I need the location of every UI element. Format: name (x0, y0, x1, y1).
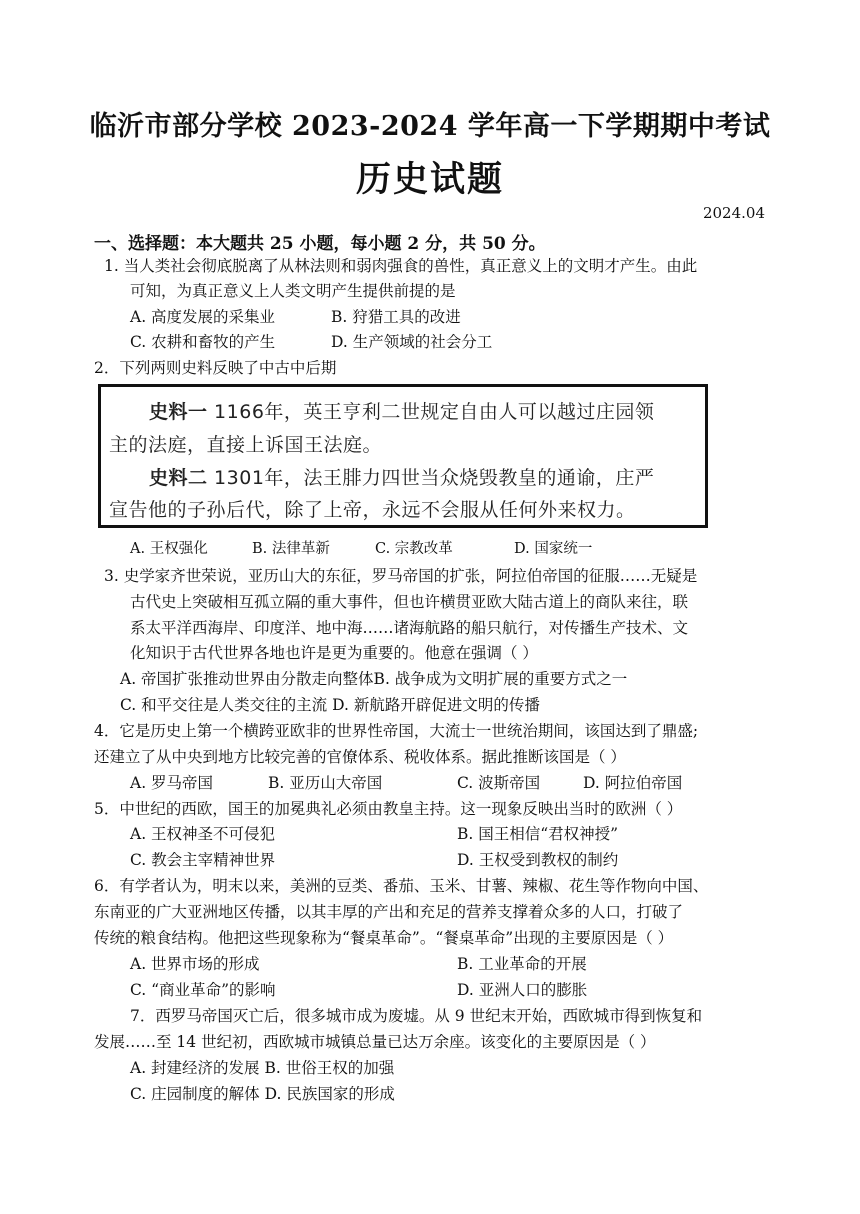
material-2-line-2: 宣告他的子孙后代，除了上帝，永远不会服从任何外来权力。 (109, 499, 636, 521)
material-2-text: 1301年，法王腓力四世当众烧毁教皇的通谕，庄严 (207, 467, 655, 489)
q7-stem-line-2: 发展……至 14 世纪初，西欧城市城镇总量已达万余座。该变化的主要原因是（ ） (94, 1033, 656, 1051)
q1-stem-line-2: 可知，为真正意义上人类文明产生提供前提的是 (130, 282, 456, 300)
q1-option-d: D. 生产领域的社会分工 (331, 333, 493, 351)
q6-stem-line-2: 东南亚的广大亚洲地区传播，以其丰厚的产出和充足的营养支撑着众多的人口，打破了 (94, 903, 684, 921)
q5-stem: 5．中世纪的西欧，国王的加冕典礼必须由教皇主持。这一现象反映出当时的欧洲（ ） (94, 800, 683, 818)
q2-option-a: A. 王权强化 (130, 541, 208, 557)
q3-stem-line-3: 系太平洋西海岸、印度洋、地中海……诸海航路的船只航行，对传播生产技术、文 (130, 619, 689, 637)
q3-stem-line-2: 古代史上突破相互孤立隔的重大事件，但也许横贯亚欧大陆古道上的商队来往，联 (130, 593, 689, 611)
q4-stem-line-2: 还建立了从中央到地方比较完善的官僚体系、税收体系。据此推断该国是（ ） (94, 748, 626, 766)
exam-title: 临沂市部分学校 2023-2024 学年高一下学期期中考试 (89, 111, 771, 142)
q6-option-d: D. 亚洲人口的膨胀 (457, 981, 588, 999)
q3-stem-line-1: 3. 史学家齐世荣说，亚历山大的东征，罗马帝国的扩张，阿拉伯帝国的征服……无疑是 (104, 567, 698, 585)
q1-option-a: A. 高度发展的采集业 (130, 308, 276, 326)
q4-option-a: A. 罗马帝国 (130, 774, 214, 792)
q4-stem-line-1: 4．它是历史上第一个横跨亚欧非的世界性帝国，大流士一世统治期间，该国达到了鼎盛; (94, 722, 699, 740)
q7-options-ab: A. 封建经济的发展 B. 世俗王权的加强 (130, 1059, 395, 1077)
q6-option-c: C. “商业革命”的影响 (130, 981, 276, 999)
q5-option-a: A. 王权神圣不可侵犯 (130, 825, 276, 843)
q7-stem-line-1: 7．西罗马帝国灭亡后，很多城市成为废墟。从 9 世纪末开始，西欧城市得到恢复和 (130, 1007, 703, 1025)
q3-options-ab: A. 帝国扩张推动世界由分散走向整体B. 战争成为文明扩展的重要方式之一 (120, 670, 628, 688)
q3-options-cd: C. 和平交往是人类交往的主流 D. 新航路开辟促进文明的传播 (120, 696, 540, 714)
q6-option-b: B. 工业革命的开展 (457, 955, 587, 973)
q1-option-b: B. 狩猎工具的改进 (331, 308, 461, 326)
q6-stem-line-1: 6．有学者认为，明末以来，美洲的豆类、番茄、玉米、甘薯、辣椒、花生等作物向中国、 (94, 877, 709, 895)
exam-date: 2024.04 (702, 204, 765, 222)
q2-stem: 2．下列两则史料反映了中古中后期 (94, 359, 337, 377)
q5-option-d: D. 王权受到教权的制约 (457, 851, 619, 869)
source-material-box (98, 384, 708, 528)
q6-stem-line-3: 传统的粮食结构。他把这些现象称为“餐桌革命”。“餐桌革命”出现的主要原因是（ ） (94, 929, 674, 947)
q7-options-cd: C. 庄园制度的解体 D. 民族国家的形成 (130, 1085, 395, 1103)
q2-option-d: D. 国家统一 (514, 541, 593, 557)
q4-option-b: B. 亚历山大帝国 (268, 774, 383, 792)
subject-title: 历史试题 (355, 159, 504, 200)
q1-option-c: C. 农耕和畜牧的产生 (130, 333, 276, 351)
q6-option-a: A. 世界市场的形成 (130, 955, 260, 973)
q1-stem-line-1: 1. 当人类社会彻底脱离了从林法则和弱肉强食的兽性，真正意义上的文明才产生。由此 (104, 257, 698, 275)
material-2-label: 史料二 (149, 467, 208, 489)
section-heading: 一、选择题：本大题共 25 小题，每小题 2 分，共 50 分。 (94, 234, 546, 254)
material-1-text: 1166年，英王亨利二世规定自由人可以越过庄园领 (207, 401, 655, 423)
q4-option-c: C. 波斯帝国 (457, 774, 541, 792)
q5-option-c: C. 教会主宰精神世界 (130, 851, 276, 869)
material-1-line-2: 主的法庭，直接上诉国王法庭。 (109, 434, 383, 456)
q2-option-c: C. 宗教改革 (375, 541, 453, 557)
material-2-line-1 (149, 463, 654, 490)
q4-option-d: D. 阿拉伯帝国 (583, 774, 683, 792)
material-1-line-1 (149, 397, 654, 424)
q3-stem-line-4: 化知识于古代世界各地也许是更为重要的。他意在强调（ ） (130, 644, 538, 662)
material-1-label: 史料一 (149, 401, 208, 423)
q2-option-b: B. 法律革新 (252, 541, 330, 557)
q5-option-b: B. 国王相信“君权神授” (457, 825, 619, 843)
